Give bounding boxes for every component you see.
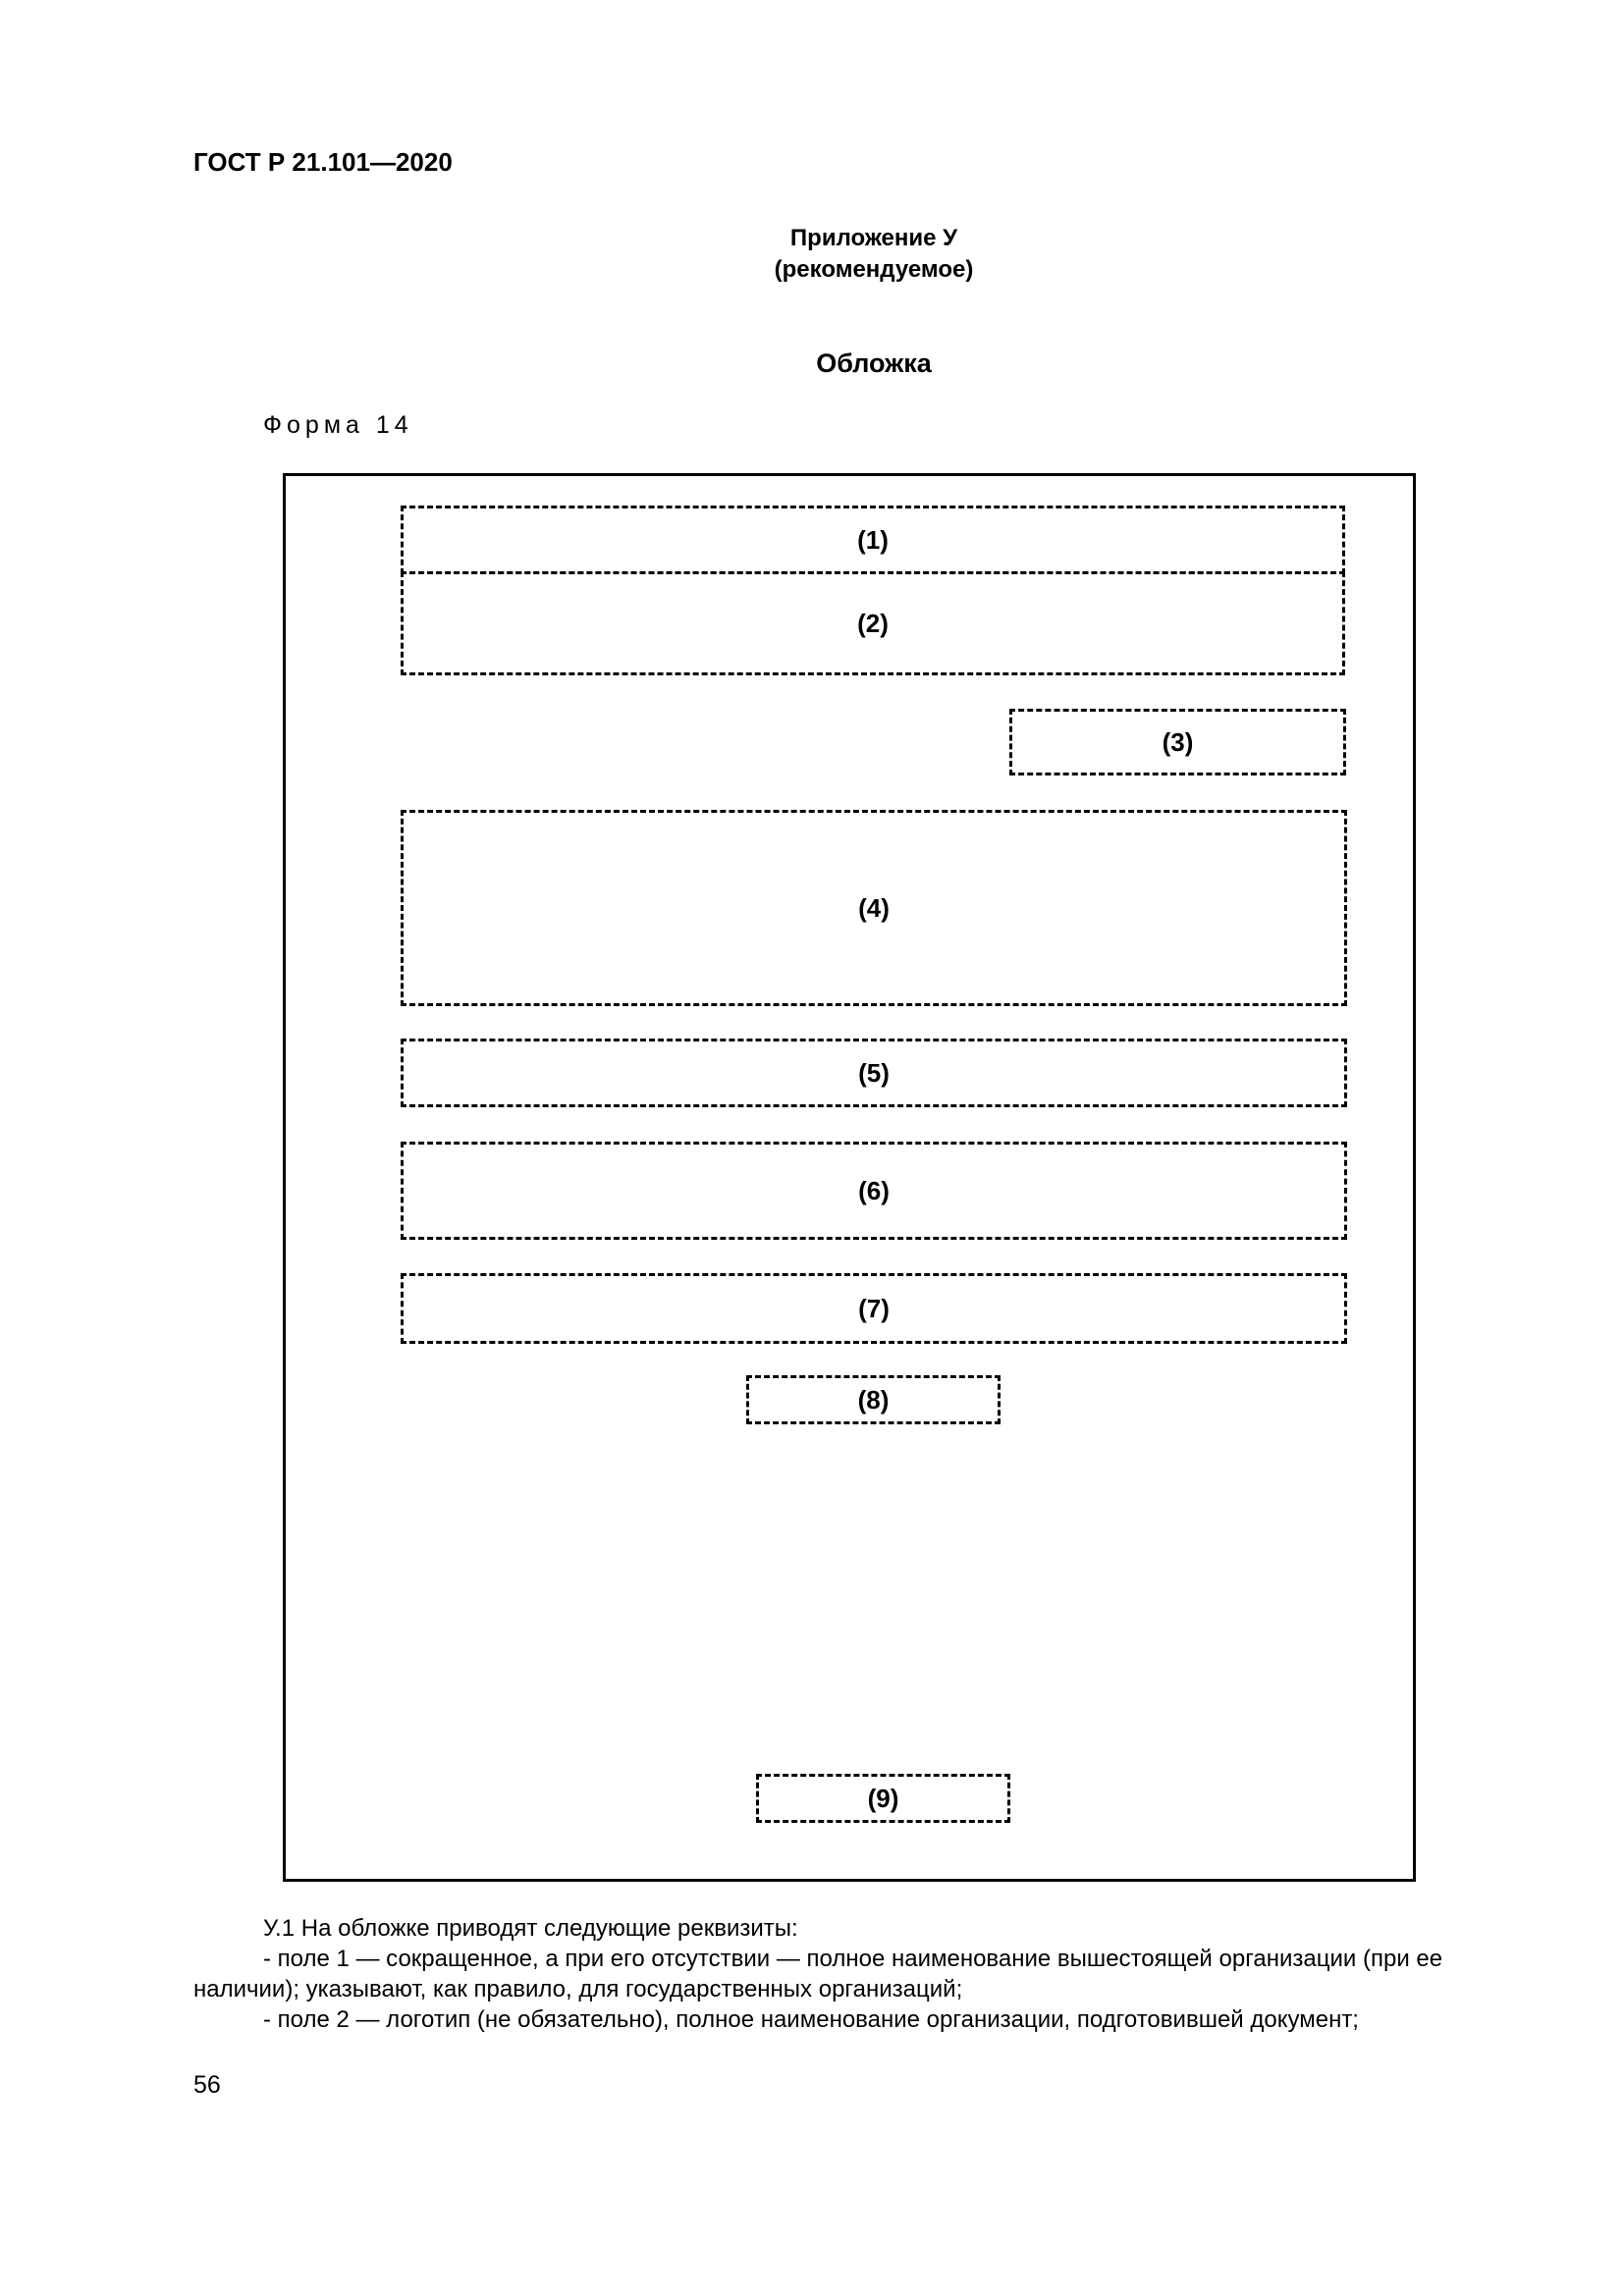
section-title: Обложка — [816, 348, 932, 378]
appendix-title: Приложение У — [789, 225, 958, 251]
paragraph-u1: У.1 На обложке приводят следующие реквизиты: — [263, 1915, 798, 1942]
cover-field-7: (7) — [401, 1273, 1347, 1344]
cover-field-9: (9) — [756, 1774, 1010, 1823]
paragraph-field1-line2: наличии); указывают, как правило, для государственных организаций; — [193, 1976, 963, 2002]
cover-field-3: (3) — [1009, 709, 1346, 775]
paragraph-field1-line1: - поле 1 — сокращенное, а при его отсутствии — полное наименование вышестоящей организации (при ее — [263, 1946, 1443, 1972]
cover-field-1: (1) — [401, 506, 1345, 574]
document-header: ГОСТ Р 21.101—2020 — [193, 147, 453, 177]
appendix-status: (рекомендуемое) — [774, 256, 974, 283]
cover-field-8: (8) — [746, 1375, 1001, 1424]
cover-field-6: (6) — [401, 1142, 1347, 1240]
cover-field-2: (2) — [401, 571, 1345, 675]
page-number: 56 — [193, 2071, 221, 2099]
paragraph-field2: - поле 2 — логотип (не обязательно), полное наименование организации, подготовившей документ; — [263, 2006, 1359, 2033]
cover-field-4: (4) — [401, 810, 1347, 1006]
form-label: Форма 14 — [263, 411, 413, 439]
cover-field-5: (5) — [401, 1039, 1347, 1107]
